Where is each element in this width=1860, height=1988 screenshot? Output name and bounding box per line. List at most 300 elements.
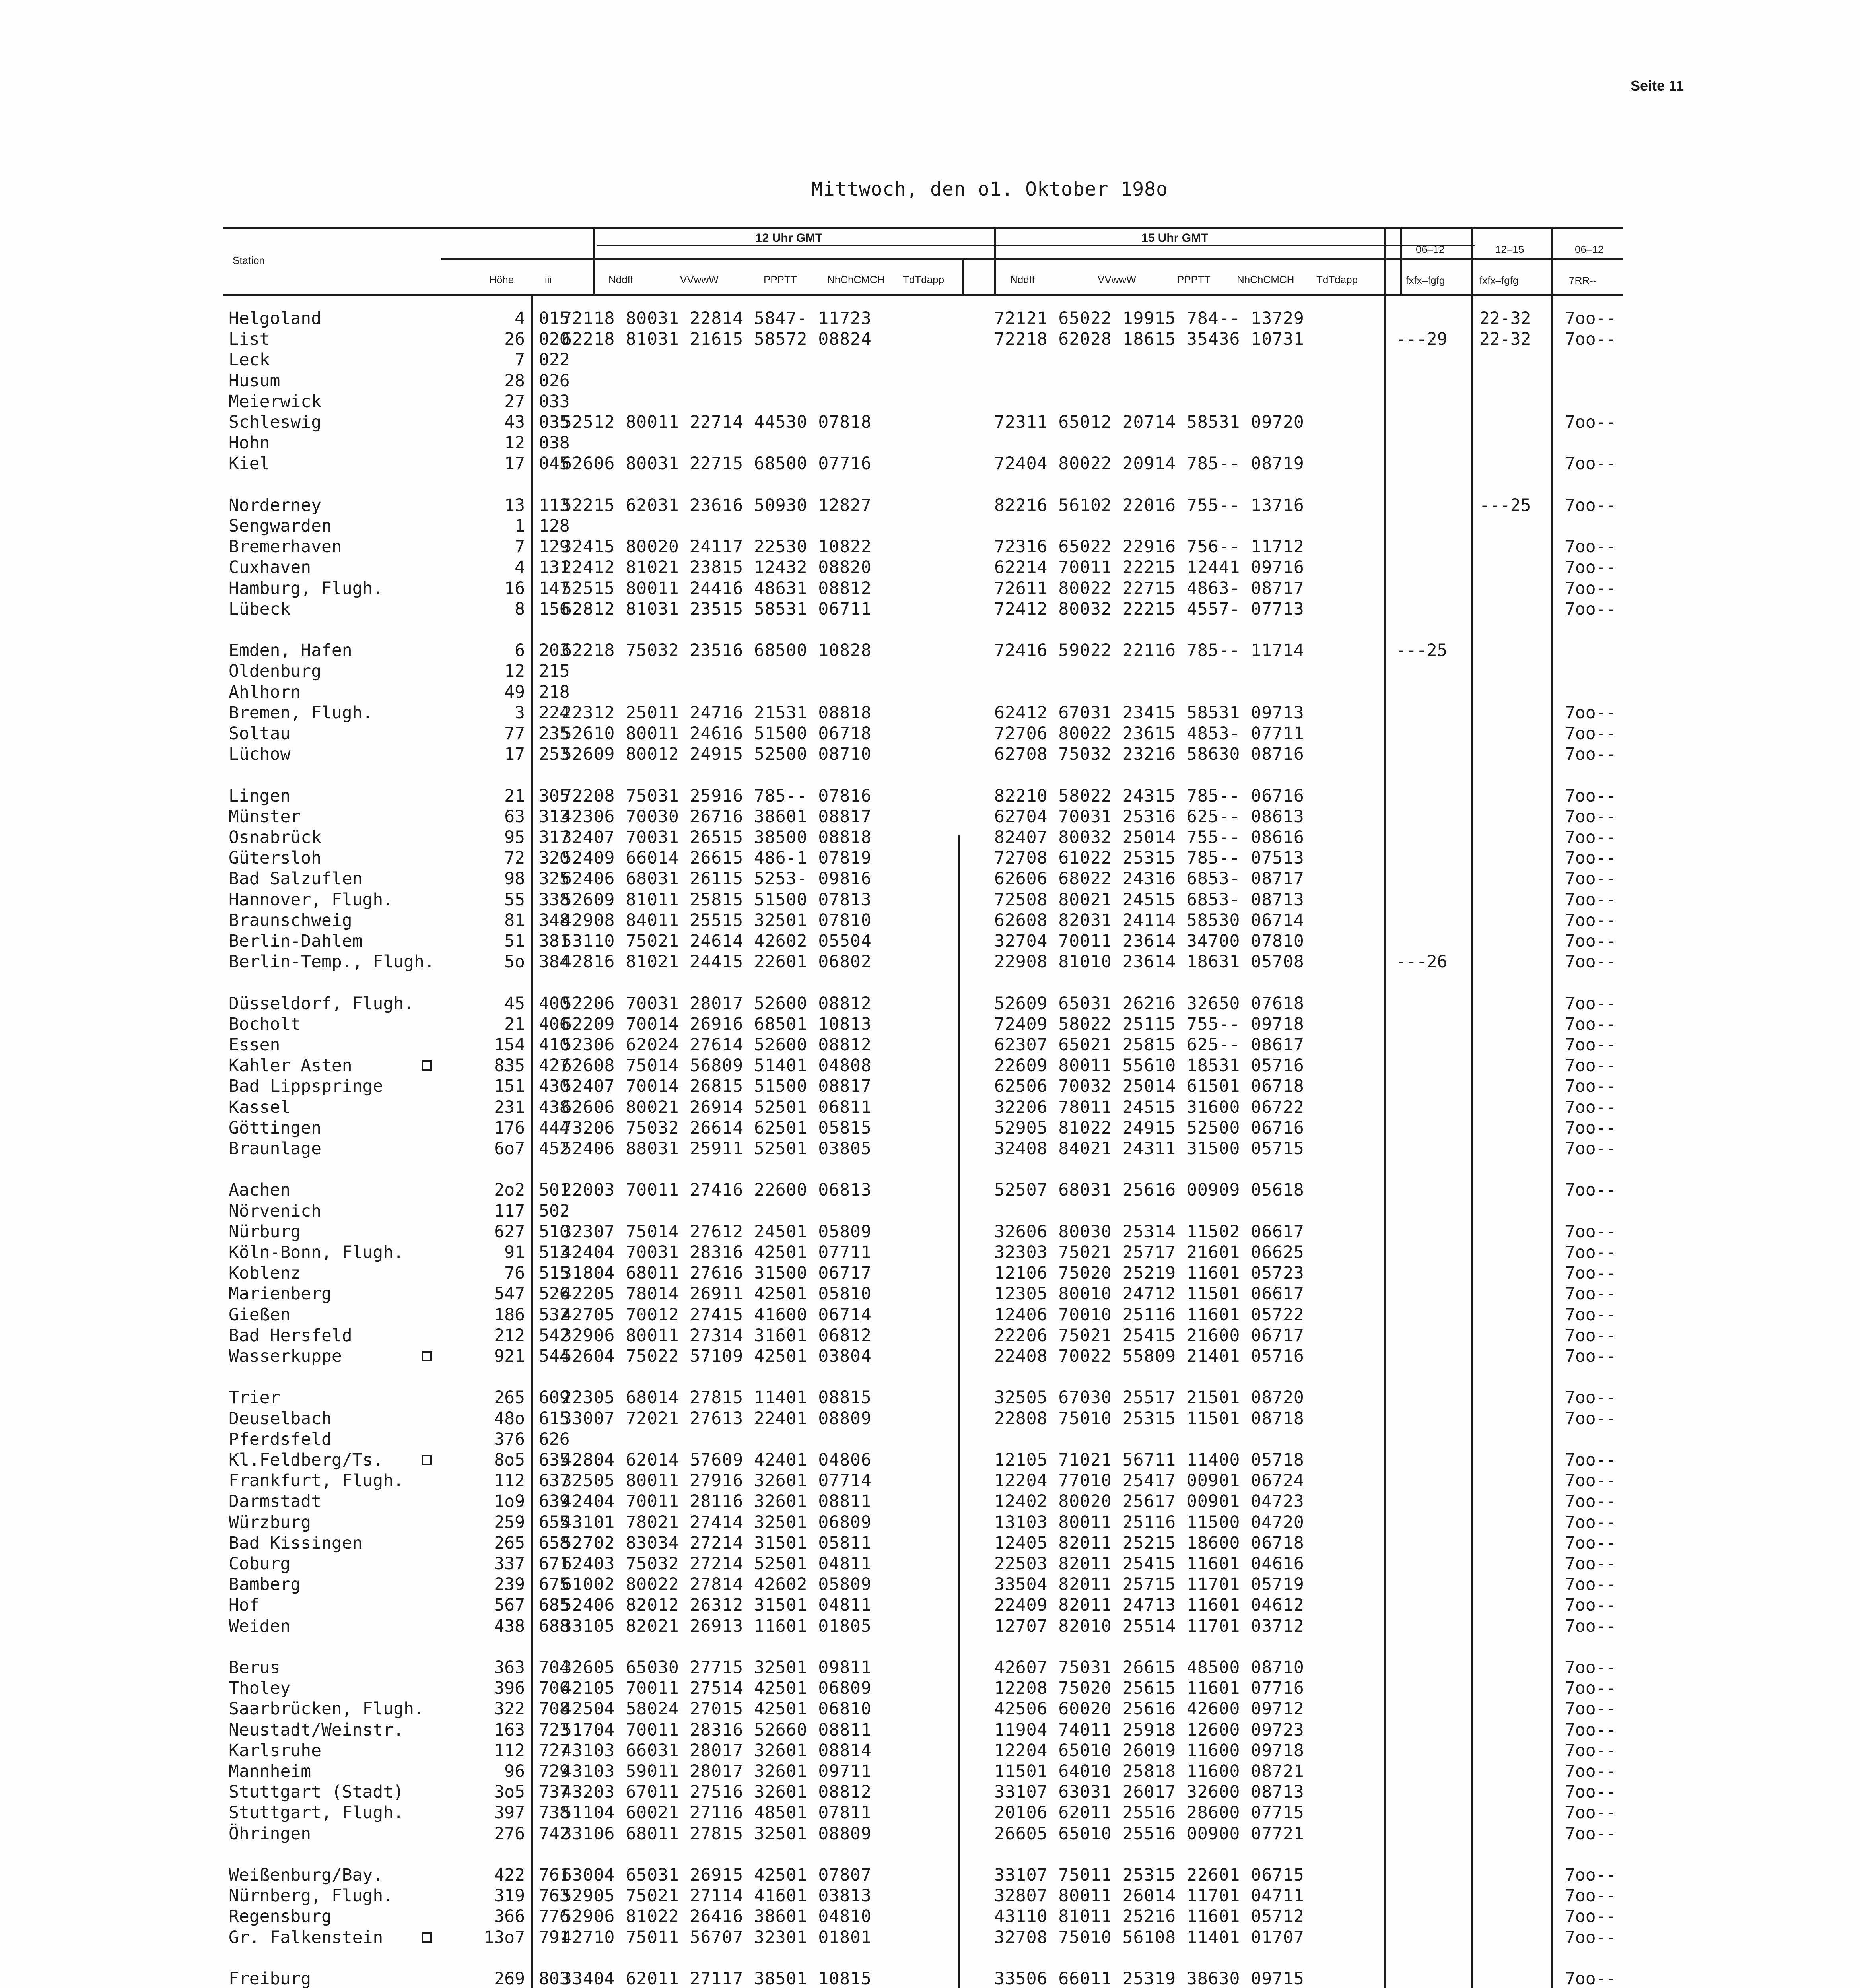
obs-15-utc: 52905 81022 24915 52500 06716 [994, 1118, 1304, 1138]
precip-06-12: 7oo-- [1565, 1824, 1617, 1844]
station-name: Cuxhaven [229, 557, 311, 577]
table-row [0, 1263, 1860, 1283]
station-id: 742 [539, 1824, 570, 1844]
gust-06-12: ---25 [1396, 641, 1448, 660]
gust-12-15: 22-32 [1479, 329, 1531, 349]
precip-06-12: 7oo-- [1565, 309, 1617, 328]
period-1: 06–12 [1416, 243, 1445, 255]
obs-12-utc: 33106 68011 27815 32501 08809 [562, 1824, 872, 1844]
table-row [0, 329, 1860, 349]
obs-12-utc: 42404 70011 28116 32601 08811 [562, 1491, 872, 1511]
table-row [0, 848, 1860, 868]
station-name: Lüchow [229, 744, 291, 764]
obs-12-utc: 42804 62014 57609 42401 04806 [562, 1450, 872, 1470]
station-name: Husum [229, 371, 280, 391]
gust-12-15: ---25 [1479, 495, 1531, 515]
obs-12-utc: 72208 75031 25916 785-- 07816 [562, 786, 872, 806]
station-id: 737 [539, 1782, 570, 1802]
table-row [0, 1906, 1860, 1927]
precip-06-12: 7oo-- [1565, 1284, 1617, 1304]
obs-12-utc: 62209 70014 26916 68501 10813 [562, 1014, 872, 1034]
station-name: Koblenz [229, 1263, 301, 1283]
obs-15-utc: 12204 65010 26019 11600 09718 [994, 1741, 1304, 1761]
table-row [0, 1221, 1860, 1242]
station-height: 276 [494, 1824, 525, 1844]
station-name: Frankfurt, Flugh. [229, 1471, 404, 1491]
station-name: Aachen [229, 1180, 291, 1200]
station-id: 320 [539, 848, 570, 868]
station-name: Kassel [229, 1097, 291, 1117]
precip-06-12: 7oo-- [1565, 579, 1617, 598]
station-name: Norderney [229, 495, 321, 515]
station-height: 212 [494, 1326, 525, 1345]
obs-15-utc: 32708 75010 56108 11401 01707 [994, 1928, 1304, 1947]
table-row [0, 1325, 1860, 1346]
station-id: 615 [539, 1409, 570, 1429]
station-name: Pferdsfeld [229, 1429, 332, 1449]
obs-12-utc: 52409 66014 26615 486-1 07819 [562, 848, 872, 868]
station-id: 542 [539, 1326, 570, 1345]
obs-12-utc: 32906 80011 27314 31601 06812 [562, 1326, 872, 1345]
station-height: 4 [515, 309, 525, 328]
table-row [0, 1533, 1860, 1553]
precip-06-12: 7oo-- [1565, 994, 1617, 1013]
table-row [0, 1720, 1860, 1740]
station-id: 038 [539, 433, 570, 453]
obs-15-utc: 32206 78011 24515 31600 06722 [994, 1097, 1304, 1117]
station-name: Sengwarden [229, 516, 332, 536]
obs-12-utc: 33105 82021 26913 11601 01805 [562, 1616, 872, 1636]
precip-06-12: 7oo-- [1565, 931, 1617, 951]
station-name: Öhringen [229, 1824, 311, 1844]
table-row [0, 1346, 1860, 1367]
table-row [0, 1574, 1860, 1595]
precip-06-12: 7oo-- [1565, 1139, 1617, 1159]
obs-12-utc: 52406 82012 26312 31501 04811 [562, 1595, 872, 1615]
table-row [0, 349, 1860, 370]
station-height: 17 [504, 454, 525, 474]
station-name: Darmstadt [229, 1491, 321, 1511]
obs-12-utc: 22305 68014 27815 11401 08815 [562, 1388, 872, 1408]
obs-15-utc: 32807 80011 26014 11701 04711 [994, 1886, 1304, 1906]
precip-06-12: 7oo-- [1565, 1574, 1617, 1594]
station-name: Köln-Bonn, Flugh. [229, 1242, 404, 1262]
obs-12-utc: 33007 72021 27613 22401 08809 [562, 1409, 872, 1429]
station-height: 1 [515, 516, 525, 536]
precip-06-12: 7oo-- [1565, 1803, 1617, 1823]
table-row [0, 703, 1860, 723]
obs-15-utc: 52609 65031 26216 32650 07618 [994, 994, 1304, 1013]
station-height: 567 [494, 1595, 525, 1615]
station-id: 317 [539, 827, 570, 847]
obs-12-utc: 52905 75021 27114 41601 03813 [562, 1886, 872, 1906]
table-row [0, 1678, 1860, 1699]
period-3: 06–12 [1575, 243, 1604, 255]
obs-12-utc: 52407 70014 26815 51500 08817 [562, 1076, 872, 1096]
obs-12-utc: 62812 81031 23515 58531 06711 [562, 599, 872, 619]
station-name: Bremen, Flugh. [229, 703, 373, 723]
station-name: Coburg [229, 1554, 291, 1574]
station-height: 26 [504, 329, 525, 349]
station-height: 112 [494, 1471, 525, 1491]
table-row [0, 910, 1860, 931]
table-row [0, 1927, 1860, 1948]
obs-15-utc: 62506 70032 25014 61501 06718 [994, 1076, 1304, 1096]
precip-06-12: 7oo-- [1565, 1720, 1617, 1740]
station-id: 131 [539, 557, 570, 577]
station-id: 313 [539, 807, 570, 827]
obs-12-utc: 52610 80011 24616 51500 06718 [562, 724, 872, 744]
station-height: 547 [494, 1284, 525, 1304]
station-name: Berlin-Dahlem [229, 931, 363, 951]
station-id: 502 [539, 1201, 570, 1221]
station-height: 48o [494, 1409, 525, 1429]
obs-15-utc: 33506 66011 25319 38630 09715 [994, 1969, 1304, 1988]
station-height: 151 [494, 1076, 525, 1096]
station-id: 501 [539, 1180, 570, 1200]
station-height: 163 [494, 1720, 525, 1740]
station-id: 235 [539, 724, 570, 744]
table-row [0, 1823, 1860, 1844]
station-height: 91 [504, 1242, 525, 1262]
h12-col-2: VVwwW [680, 274, 719, 285]
station-name: Leck [229, 350, 270, 370]
station-height: 422 [494, 1865, 525, 1885]
table-row [0, 868, 1860, 889]
station-height: 154 [494, 1035, 525, 1055]
precip-06-12: 7oo-- [1565, 557, 1617, 577]
obs-12-utc: 32505 80011 27916 32601 07714 [562, 1471, 872, 1491]
obs-12-utc: 22312 25011 24716 21531 08818 [562, 703, 872, 723]
obs-12-utc: 52306 62024 27614 52600 08812 [562, 1035, 872, 1055]
station-id: 513 [539, 1242, 570, 1262]
h15-col-2: VVwwW [1098, 274, 1136, 285]
obs-12-utc: 62606 80021 26914 52501 06811 [562, 1097, 872, 1117]
obs-12-utc: 42816 81021 24415 22601 06802 [562, 952, 872, 972]
obs-15-utc: 22503 82011 25415 11601 04616 [994, 1554, 1304, 1574]
obs-15-utc: 26605 65010 25516 00900 07721 [994, 1824, 1304, 1844]
obs-15-utc: 62608 82031 24114 58530 06714 [994, 911, 1304, 930]
station-id: 147 [539, 579, 570, 598]
precip-06-12: 7oo-- [1565, 724, 1617, 744]
station-height: 21 [504, 1014, 525, 1034]
station-height: 98 [504, 869, 525, 889]
h15-col-5: TdTdapp [1316, 274, 1358, 285]
table-row [0, 1429, 1860, 1450]
station-height: 627 [494, 1222, 525, 1242]
station-height: 7 [515, 350, 525, 370]
station-height: 81 [504, 911, 525, 930]
station-id: 515 [539, 1263, 570, 1283]
station-id: 381 [539, 931, 570, 951]
table-row [0, 723, 1860, 744]
station-id: 400 [539, 994, 570, 1013]
station-height: 16 [504, 579, 525, 598]
table-row [0, 1014, 1860, 1035]
precip-06-12: 7oo-- [1565, 537, 1617, 557]
station-name: Kahler Asten [229, 1056, 352, 1076]
table-row [0, 1699, 1860, 1719]
table-row [0, 1035, 1860, 1055]
obs-12-utc: 72118 80031 22814 5847- 11723 [562, 309, 872, 328]
precip-06-12: 7oo-- [1565, 911, 1617, 930]
table-row [0, 516, 1860, 536]
precip-06-12: 7oo-- [1565, 1512, 1617, 1532]
h12-col-4: NhChCMCH [827, 274, 885, 285]
station-name: Gr. Falkenstein [229, 1928, 383, 1947]
station-id: 729 [539, 1761, 570, 1781]
obs-15-utc: 12208 75020 25615 11601 07716 [994, 1678, 1304, 1698]
obs-15-utc: 62708 75032 23216 58630 08716 [994, 744, 1304, 764]
table-row [0, 1595, 1860, 1615]
station-id: 688 [539, 1616, 570, 1636]
station-id: 658 [539, 1533, 570, 1553]
obs-12-utc: 62406 68031 26115 5253- 09816 [562, 869, 872, 889]
station-id: 803 [539, 1969, 570, 1988]
table-row [0, 1450, 1860, 1470]
table-row [0, 308, 1860, 329]
station-height: 363 [494, 1658, 525, 1677]
obs-12-utc: 22412 81021 23815 12432 08820 [562, 557, 872, 577]
table-row [0, 1055, 1860, 1076]
station-height: 96 [504, 1761, 525, 1781]
precip-06-12: 7oo-- [1565, 1035, 1617, 1055]
table-row [0, 1802, 1860, 1823]
station-id: 129 [539, 537, 570, 557]
station-name: List [229, 329, 270, 349]
station-id: 723 [539, 1720, 570, 1740]
obs-12-utc: 43101 78021 27414 32501 06809 [562, 1512, 872, 1532]
obs-15-utc: 32505 67030 25517 21501 08720 [994, 1388, 1304, 1408]
gust-06-12: ---29 [1396, 329, 1448, 349]
table-row [0, 931, 1860, 951]
station-id: 727 [539, 1741, 570, 1761]
station-name: Nörvenich [229, 1201, 321, 1221]
table-row [0, 1470, 1860, 1491]
station-id: 026 [539, 371, 570, 391]
station-id: 655 [539, 1512, 570, 1532]
station-name: Würzburg [229, 1512, 311, 1532]
station-id: 510 [539, 1222, 570, 1242]
station-height: 13o7 [484, 1928, 525, 1947]
sub-1: fxfx–fgfg [1406, 274, 1445, 286]
station-name: Ahlhorn [229, 682, 301, 702]
obs-15-utc: 62214 70011 22215 12441 09716 [994, 557, 1304, 577]
station-name: Braunlage [229, 1139, 321, 1159]
station-height: 112 [494, 1741, 525, 1761]
obs-12-utc: 62608 75014 56809 51401 04808 [562, 1056, 872, 1076]
obs-15-utc: 22908 81010 23614 18631 05708 [994, 952, 1304, 972]
station-name: Oldenburg [229, 661, 321, 681]
precip-06-12: 7oo-- [1565, 1554, 1617, 1574]
precip-06-12: 7oo-- [1565, 827, 1617, 847]
station-name: Bocholt [229, 1014, 301, 1034]
station-id: 348 [539, 911, 570, 930]
station-id: 685 [539, 1595, 570, 1615]
sub-3: 7RR-- [1569, 274, 1597, 286]
precip-06-12: 7oo-- [1565, 1263, 1617, 1283]
obs-15-utc: 43110 81011 25216 11601 05712 [994, 1906, 1304, 1926]
station-id: 635 [539, 1450, 570, 1470]
obs-15-utc: 72708 61022 25315 785-- 07513 [994, 848, 1304, 868]
station-id: 015 [539, 309, 570, 328]
station-id: 305 [539, 786, 570, 806]
station-id: 325 [539, 869, 570, 889]
station-id: 427 [539, 1056, 570, 1076]
station-height: 117 [494, 1201, 525, 1221]
station-name: Schleswig [229, 412, 321, 432]
station-name: Soltau [229, 724, 291, 744]
table-row [0, 1761, 1860, 1782]
station-height: 4 [515, 557, 525, 577]
table-row [0, 1118, 1860, 1138]
station-height: 921 [494, 1346, 525, 1366]
station-name: Trier [229, 1388, 280, 1408]
obs-12-utc: 52512 80011 22714 44530 07818 [562, 412, 872, 432]
precip-06-12: 7oo-- [1565, 329, 1617, 349]
station-name: Bad Kissingen [229, 1533, 363, 1553]
table-row [0, 1782, 1860, 1802]
precip-06-12: 7oo-- [1565, 1865, 1617, 1885]
obs-15-utc: 12305 80010 24712 11501 06617 [994, 1284, 1304, 1304]
station-name: Bad Hersfeld [229, 1326, 352, 1345]
square-marker-icon [422, 1351, 432, 1361]
date-line: Mittwoch, den o1. Oktober 198o [811, 178, 1168, 200]
station-name: Saarbrücken, Flugh. [229, 1699, 424, 1719]
station-height: 366 [494, 1906, 525, 1926]
obs-15-utc: 22808 75010 25315 11501 08718 [994, 1409, 1304, 1429]
obs-12-utc: 42404 70031 28316 42501 07711 [562, 1242, 872, 1262]
station-height: 43 [504, 412, 525, 432]
station-height: 51 [504, 931, 525, 951]
station-height: 259 [494, 1512, 525, 1532]
header-station: Station [233, 254, 265, 266]
obs-12-utc: 52609 81011 25815 51500 07813 [562, 890, 872, 910]
station-height: 12 [504, 433, 525, 453]
station-id: 675 [539, 1574, 570, 1594]
obs-15-utc: 72311 65012 20714 58531 09720 [994, 412, 1304, 432]
station-height: 269 [494, 1969, 525, 1988]
precip-06-12: 7oo-- [1565, 1616, 1617, 1636]
station-name: Hohn [229, 433, 270, 453]
obs-15-utc: 72508 80021 24515 6853- 08713 [994, 890, 1304, 910]
station-id: 033 [539, 392, 570, 412]
station-height: 337 [494, 1554, 525, 1574]
station-height: 396 [494, 1678, 525, 1698]
precip-06-12: 7oo-- [1565, 1471, 1617, 1491]
obs-15-utc: 42506 60020 25616 42600 09712 [994, 1699, 1304, 1719]
station-name: Regensburg [229, 1906, 332, 1926]
table-row [0, 1097, 1860, 1118]
table-row [0, 412, 1860, 433]
obs-12-utc: 52702 83034 27214 31501 05811 [562, 1533, 872, 1553]
station-name: Mannheim [229, 1761, 311, 1781]
precip-06-12: 7oo-- [1565, 890, 1617, 910]
obs-12-utc: 32605 65030 27715 32501 09811 [562, 1658, 872, 1677]
station-id: 738 [539, 1803, 570, 1823]
obs-15-utc: 11501 64010 25818 11600 08721 [994, 1761, 1304, 1781]
obs-12-utc: 42504 58024 27015 42501 06810 [562, 1699, 872, 1719]
station-id: 438 [539, 1097, 570, 1117]
precip-06-12: 7oo-- [1565, 1928, 1617, 1947]
obs-12-utc: 43103 59011 28017 32601 09711 [562, 1761, 872, 1781]
station-height: 8o5 [494, 1450, 525, 1470]
obs-15-utc: 32408 84021 24311 31500 05715 [994, 1139, 1304, 1159]
station-height: 231 [494, 1097, 525, 1117]
station-name: Weiden [229, 1616, 291, 1636]
station-height: 27 [504, 392, 525, 412]
station-height: 77 [504, 724, 525, 744]
obs-12-utc: 33404 62011 27117 38501 10815 [562, 1969, 872, 1988]
precip-06-12: 7oo-- [1565, 1097, 1617, 1117]
obs-15-utc: 62606 68022 24316 6853- 08717 [994, 869, 1304, 889]
table-row [0, 599, 1860, 619]
station-id: 113 [539, 495, 570, 515]
square-marker-icon [422, 1455, 432, 1465]
precip-06-12: 7oo-- [1565, 1222, 1617, 1242]
precip-06-12: 7oo-- [1565, 1388, 1617, 1408]
precip-06-12: 7oo-- [1565, 744, 1617, 764]
table-row [0, 827, 1860, 848]
table-row [0, 1201, 1860, 1221]
table-row [0, 433, 1860, 453]
station-id: 526 [539, 1284, 570, 1304]
obs-15-utc: 72409 58022 25115 755-- 09718 [994, 1014, 1304, 1034]
precip-06-12: 7oo-- [1565, 869, 1617, 889]
obs-12-utc: 42105 70011 27514 42501 06809 [562, 1678, 872, 1698]
table-row [0, 993, 1860, 1014]
station-height: 5o [504, 952, 525, 972]
station-name: Nürburg [229, 1222, 301, 1242]
obs-15-utc: 12405 82011 25215 18600 06718 [994, 1533, 1304, 1553]
h12-col-5: TdTdapp [903, 274, 945, 285]
gust-12-15: 22-32 [1479, 309, 1531, 328]
precip-06-12: 7oo-- [1565, 807, 1617, 827]
obs-12-utc: 43203 67011 27516 32601 08812 [562, 1782, 872, 1802]
obs-15-utc: 12204 77010 25417 00901 06724 [994, 1471, 1304, 1491]
table-row [0, 557, 1860, 578]
obs-12-utc: 42306 70030 26716 38601 08817 [562, 807, 872, 827]
station-height: 72 [504, 848, 525, 868]
station-height: 7 [515, 537, 525, 557]
station-name: Nürnberg, Flugh. [229, 1886, 394, 1906]
station-name: Marienberg [229, 1284, 332, 1304]
station-id: 452 [539, 1139, 570, 1159]
station-name: Braunschweig [229, 911, 352, 930]
station-name: Bamberg [229, 1574, 301, 1594]
station-name: Emden, Hafen [229, 641, 352, 660]
obs-12-utc: 52215 62031 23616 50930 12827 [562, 495, 872, 515]
precip-06-12: 7oo-- [1565, 1699, 1617, 1719]
station-id: 410 [539, 1035, 570, 1055]
station-id: 156 [539, 599, 570, 619]
table-row [0, 1553, 1860, 1574]
precip-06-12: 7oo-- [1565, 1056, 1617, 1076]
station-height: 3 [515, 703, 525, 723]
station-name: Bremerhaven [229, 537, 342, 557]
precip-06-12: 7oo-- [1565, 1886, 1617, 1906]
h15-col-1: Nddff [1010, 274, 1035, 285]
table-row [0, 578, 1860, 599]
obs-15-utc: 72611 80022 22715 4863- 08717 [994, 579, 1304, 598]
precip-06-12: 7oo-- [1565, 1305, 1617, 1325]
station-id: 763 [539, 1886, 570, 1906]
table-row [0, 889, 1860, 910]
table-row [0, 1657, 1860, 1678]
precip-06-12: 7oo-- [1565, 1678, 1617, 1698]
precip-06-12: 7oo-- [1565, 454, 1617, 474]
station-id: 020 [539, 329, 570, 349]
